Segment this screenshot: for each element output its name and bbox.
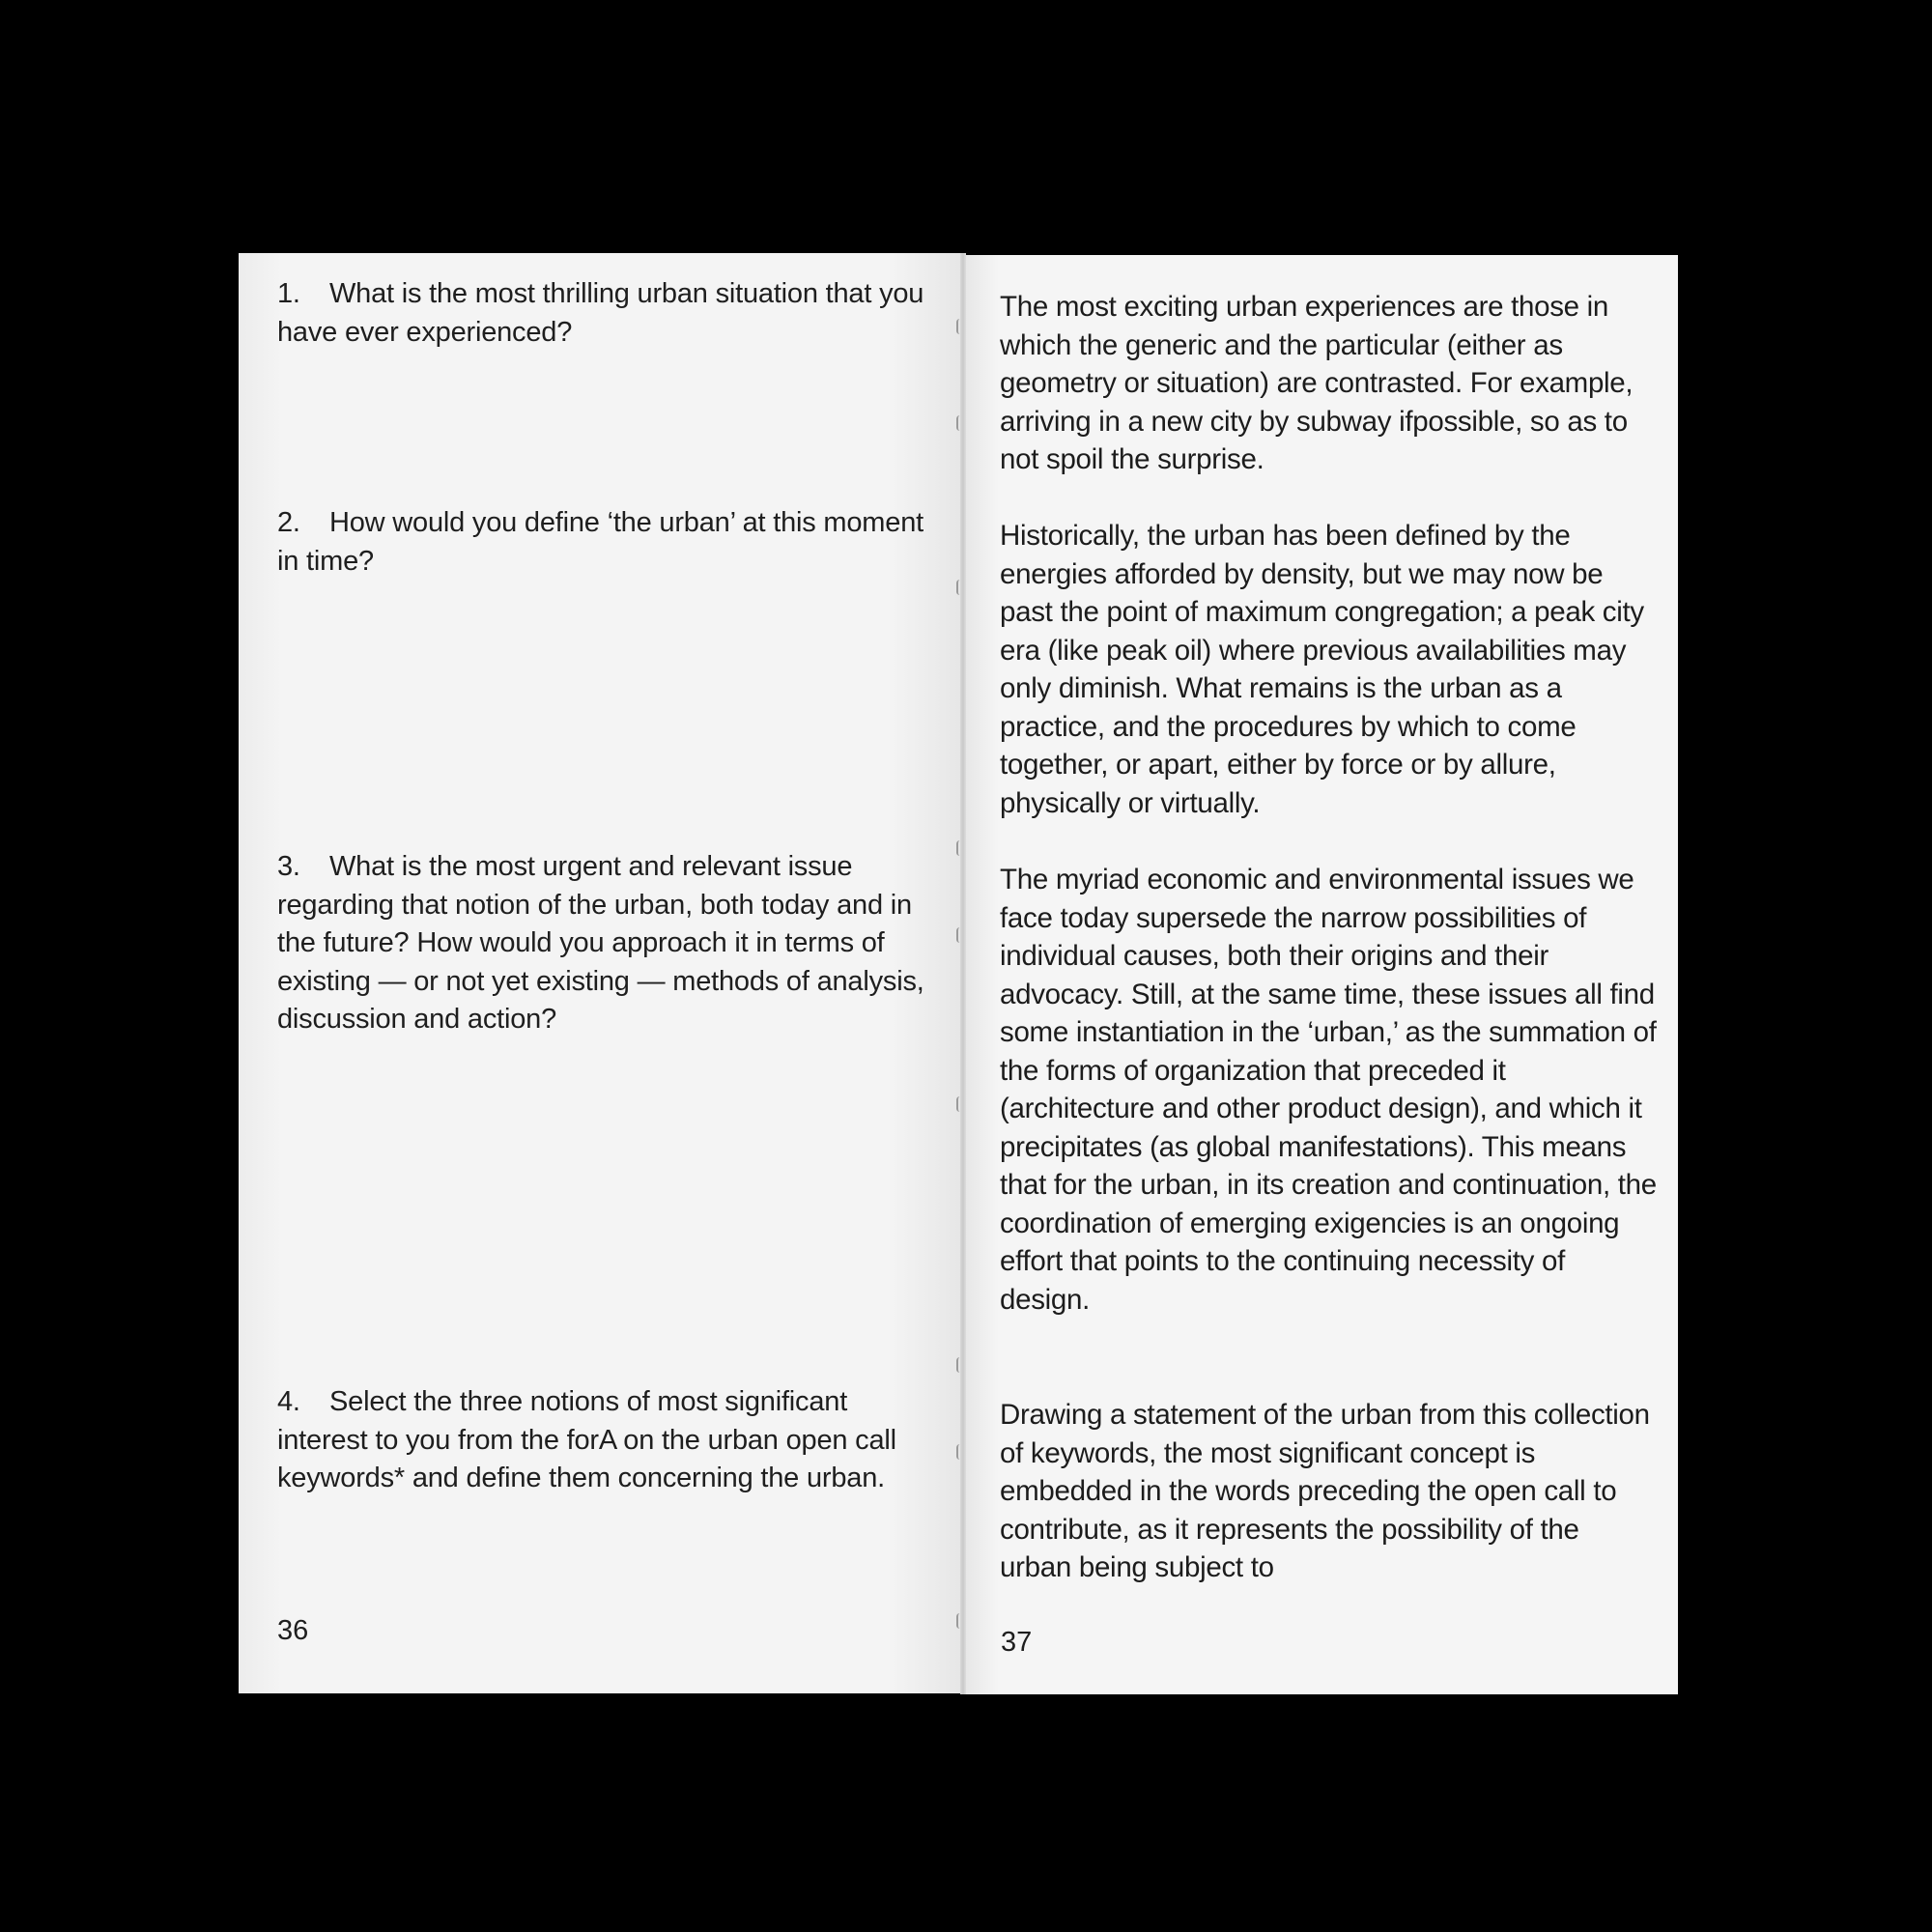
answer-4: Drawing a statement of the urban from this collection of keywords, the most significant concept is embedded in the words preceding the open call to contribute, as it represents the possibility of the urban being subject to [1000, 1399, 1650, 1583]
answer-1: The most exciting urban experiences are those in which the generic and the particular (either as geometry or situation) are contrasted. For example, arriving in a new city by subway ifpossible, so as to not spoil the surprise. [1000, 291, 1634, 475]
question-text: How would you define ‘the urban’ at this moment in time? [277, 507, 923, 577]
binding-mark [956, 1613, 963, 1629]
page-number-right: 37 [1001, 1627, 1033, 1658]
answer-3: The myriad economic and environmental issues we face today supersede the narrow possibilities of individual causes, both their origins and their advocacy. Still, at the same time, these issues all find some instantiation in the ‘urban,’ as the summation of the forms of organization that preceded it (architecture and other product design), and which it precipitates (as global manifestations). This means that for the urban, in its creation and continuation, the coordination of emerging exigencies is an ongoing effort that points to the continuing necessity of design. [1000, 864, 1657, 1316]
question-number: 1. [277, 278, 300, 309]
question-number: 4. [277, 1386, 300, 1417]
question-text: Select the three notions of most significant interest to you from the forA on the urban open call keywords* and define them concerning the urban. [277, 1386, 896, 1493]
binding-mark [956, 580, 963, 595]
question-2 [277, 504, 934, 581]
binding-mark [956, 1444, 963, 1460]
binding-mark [956, 319, 963, 334]
binding-mark [956, 927, 963, 943]
answer-2: Historically, the urban has been defined by the energies afforded by density, but we may now be past the point of maximum congregation; a peak city era (like peak oil) where previous availabilities may only diminish. What remains is the urban as a practice, and the procedures by which to come together, or apart, either by force or by allure, physically or virtually. [1000, 520, 1644, 819]
binding-mark [956, 1096, 963, 1112]
question-4 [277, 1383, 934, 1498]
question-number: 3. [277, 851, 300, 882]
binding-mark [956, 1357, 963, 1373]
question-1 [277, 275, 934, 352]
binding-mark [956, 840, 963, 856]
question-text: What is the most urgent and relevant issue regarding that notion of the urban, both today and in the future? How would you approach it in terms of existing — or not yet existing — methods of analysis, discussion and action? [277, 851, 924, 1035]
question-3 [277, 848, 934, 1039]
page-number-left: 36 [277, 1615, 309, 1646]
question-number: 2. [277, 507, 300, 538]
binding-mark [956, 415, 963, 431]
book-gutter [960, 253, 966, 1694]
question-text: What is the most thrilling urban situation that you have ever experienced? [277, 278, 924, 348]
